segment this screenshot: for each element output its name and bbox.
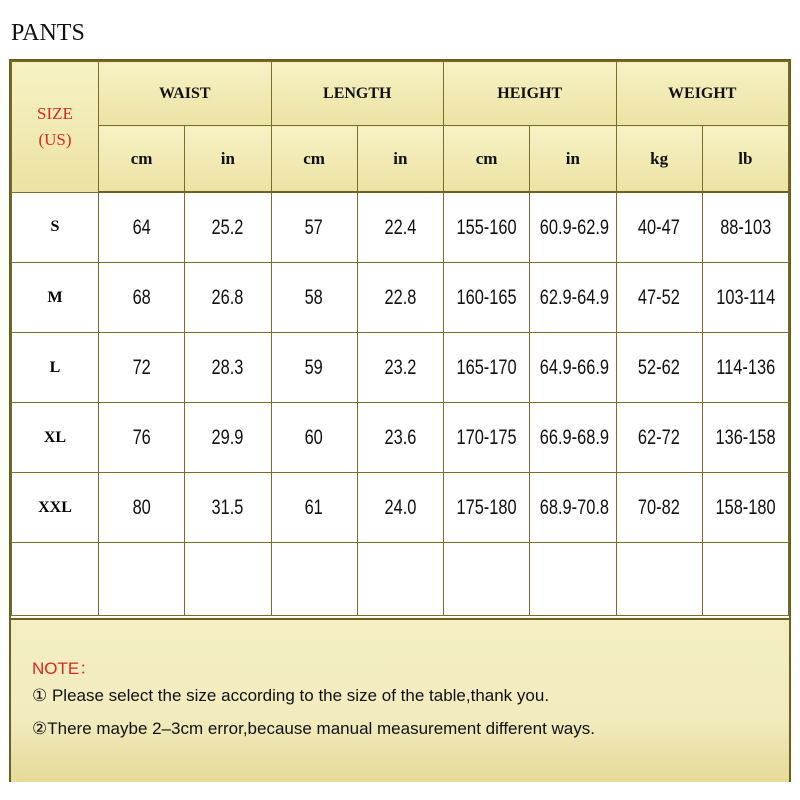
value-cell xyxy=(99,473,185,543)
value-text: 60.9-62.9 xyxy=(540,215,610,239)
value-text: 47-52 xyxy=(638,285,681,309)
value-cell xyxy=(616,403,702,473)
size-chart xyxy=(9,59,791,782)
value-cell xyxy=(185,403,271,473)
size-cell: XL xyxy=(12,403,99,473)
value-text: 24.0 xyxy=(384,495,417,519)
unit-header: in xyxy=(185,126,271,193)
value-text: 72 xyxy=(132,355,151,379)
page-title: PANTS xyxy=(11,20,85,46)
value-cell xyxy=(357,333,443,403)
value-text: 88-103 xyxy=(719,215,771,239)
value-cell xyxy=(444,403,530,473)
value-text: 68.9-70.8 xyxy=(540,495,610,519)
value-cell xyxy=(702,333,788,403)
unit-header: cm xyxy=(444,126,530,193)
table-row xyxy=(12,333,789,403)
size-cell: L xyxy=(12,333,99,403)
value-cell xyxy=(616,473,702,543)
table-row xyxy=(12,192,789,263)
value-cell xyxy=(530,192,616,263)
table-row xyxy=(12,263,789,333)
value-text: 59 xyxy=(305,355,324,379)
value-cell xyxy=(357,473,443,543)
value-text: 57 xyxy=(305,215,324,239)
value-text: 165-170 xyxy=(456,355,517,379)
value-cell xyxy=(702,263,788,333)
table-row xyxy=(12,473,789,543)
value-cell xyxy=(185,333,271,403)
value-cell xyxy=(185,192,271,263)
value-text: 25.2 xyxy=(211,215,244,239)
value-cell xyxy=(444,473,530,543)
value-text: 170-175 xyxy=(456,425,517,449)
group-header-length: LENGTH xyxy=(271,62,444,126)
value-text: 64 xyxy=(132,215,151,239)
value-text: 31.5 xyxy=(211,495,244,519)
table-row xyxy=(12,403,789,473)
value-cell xyxy=(99,192,185,263)
value-text: 29.9 xyxy=(211,425,244,449)
value-text: 28.3 xyxy=(211,355,244,379)
value-cell xyxy=(444,192,530,263)
value-cell xyxy=(616,192,702,263)
value-cell xyxy=(616,263,702,333)
value-cell xyxy=(444,263,530,333)
value-cell xyxy=(702,403,788,473)
note-line-1: ① Please select the size according to the size of the table,thank you. xyxy=(32,686,550,705)
value-cell xyxy=(99,403,185,473)
value-cell xyxy=(357,192,443,263)
value-text: 23.6 xyxy=(384,425,417,449)
size-table xyxy=(11,61,789,616)
value-text: 22.8 xyxy=(384,285,417,309)
value-text: 61 xyxy=(305,495,324,519)
value-cell xyxy=(271,192,357,263)
value-cell xyxy=(271,263,357,333)
note-title: NOTE： xyxy=(32,659,97,678)
value-cell xyxy=(271,473,357,543)
value-cell xyxy=(357,263,443,333)
value-text: 62.9-64.9 xyxy=(540,285,610,309)
size-region-label: (US) xyxy=(38,129,72,149)
value-text: 114-136 xyxy=(715,355,775,379)
value-text: 80 xyxy=(132,495,151,519)
value-cell xyxy=(530,333,616,403)
unit-header: cm xyxy=(271,126,357,193)
group-header-height: HEIGHT xyxy=(444,62,617,126)
unit-header: kg xyxy=(616,126,702,193)
value-text: 155-160 xyxy=(456,215,517,239)
value-text: 76 xyxy=(132,425,151,449)
empty-row xyxy=(12,543,789,616)
value-cell xyxy=(702,473,788,543)
unit-header: in xyxy=(530,126,616,193)
value-cell xyxy=(357,403,443,473)
value-text: 103-114 xyxy=(715,285,775,309)
note-line-2: ②There maybe 2–3cm error,because manual measurement different ways. xyxy=(32,719,595,738)
value-text: 68 xyxy=(132,285,151,309)
value-text: 70-82 xyxy=(638,495,681,519)
value-cell xyxy=(530,473,616,543)
value-cell xyxy=(185,263,271,333)
value-cell xyxy=(530,263,616,333)
unit-header: lb xyxy=(702,126,788,193)
value-text: 66.9-68.9 xyxy=(540,425,610,449)
size-cell: M xyxy=(12,263,99,333)
note-box xyxy=(11,618,789,782)
group-header-weight: WEIGHT xyxy=(616,62,789,126)
value-text: 160-165 xyxy=(456,285,517,309)
value-text: 52-62 xyxy=(638,355,681,379)
unit-header: cm xyxy=(99,126,185,193)
value-text: 40-47 xyxy=(638,215,681,239)
value-text: 136-158 xyxy=(715,425,776,449)
value-text: 64.9-66.9 xyxy=(540,355,610,379)
group-header-waist: WAIST xyxy=(99,62,272,126)
unit-header: in xyxy=(357,126,443,193)
value-cell xyxy=(702,192,788,263)
value-cell xyxy=(185,473,271,543)
size-cell: S xyxy=(12,192,99,263)
value-cell xyxy=(271,333,357,403)
value-text: 158-180 xyxy=(715,495,776,519)
value-text: 26.8 xyxy=(211,285,244,309)
size-label: SIZE xyxy=(37,103,73,123)
value-text: 175-180 xyxy=(456,495,517,519)
value-text: 62-72 xyxy=(638,425,681,449)
size-column-header xyxy=(12,62,99,193)
value-text: 23.2 xyxy=(384,355,417,379)
value-text: 60 xyxy=(305,425,324,449)
value-cell xyxy=(99,333,185,403)
value-text: 58 xyxy=(305,285,324,309)
value-cell xyxy=(99,263,185,333)
value-cell xyxy=(444,333,530,403)
value-cell xyxy=(616,333,702,403)
value-text: 22.4 xyxy=(384,215,417,239)
size-cell: XXL xyxy=(12,473,99,543)
value-cell xyxy=(271,403,357,473)
value-cell xyxy=(530,403,616,473)
